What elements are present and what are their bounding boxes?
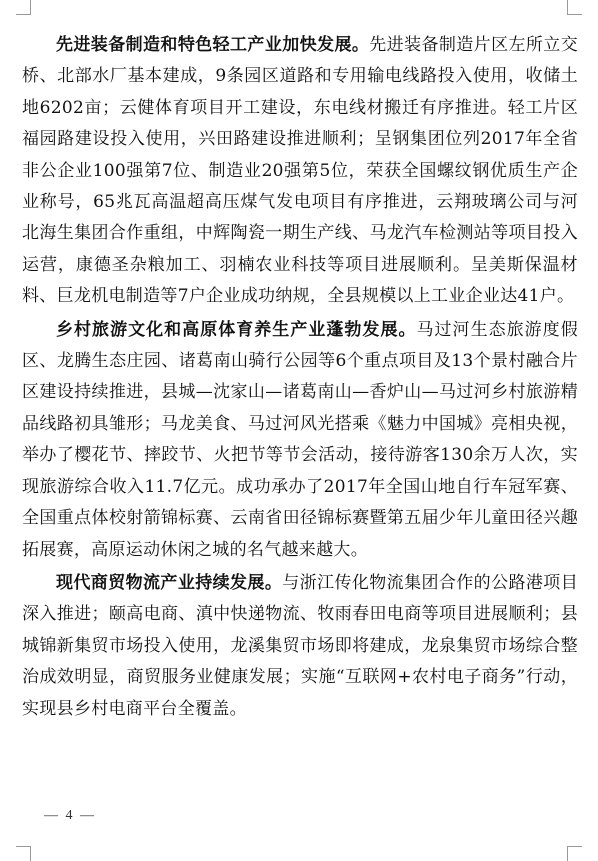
- paragraph-tourism: [22, 315, 578, 566]
- paragraph-logistics: [22, 568, 578, 725]
- paragraph-heading: 现代商贸物流产业持续发展。: [56, 572, 283, 593]
- paragraph-text: 马过河生态旅游度假区、龙腾生态庄园、诸葛南山骑行公园等6个重点项目及13个景村融合片区建设持续推进，县城—沈家山—诸葛南山—香炉山—马过河乡村旅游精品线路初具雏形；马龙美食、马过河风光搭乘《魅力中国城》亮相央视，举办了樱花节、摔跤节、火把节等节会活动，接待游客130余万人次，实现旅游综合收入11.7亿元。成功承办了2017年全国山地自行车冠军赛、全国重点体校射箭锦标赛、云南省田径锦标赛暨第五届少年儿童田径兴趣拓展赛，高原运动休闲之城的名气越来越大。: [22, 319, 578, 560]
- paragraph-text: 与浙江传化物流集团合作的公路港项目深入推进；颐高电商、滇中快递物流、牧雨春田电商等项目进展顺利；县城锦新集贸市场投入使用，龙溪集贸市场即将建成，龙泉集贸市场综合整治成效明显，商贸服务业健康发展；实施“互联网+农村电子商务”行动，实现县乡村电商平台全覆盖。: [22, 572, 578, 719]
- document-body: [22, 30, 578, 727]
- paragraph-industry: [22, 30, 578, 313]
- paragraph-text: 先进装备制造片区左所立交桥、北部水厂基本建成，9条园区道路和专用输电线路投入使用，收储土地6202亩；云健体育项目开工建设，东电线材搬迁有序推进。轻工片区福园路建设投入使用，兴田路建设推进顺利；呈钢集团位列2017年全省非公企业100强第7位、制造业20强第5位，荣获全国螺纹钢优质生产企业称号，65兆瓦高温超高压煤气发电项目有序推进，云翔玻璃公司与河北海生集团合作重组，中辉陶瓷一期生产线、马龙汽车检测站等项目投入运营，康德圣杂粮加工、羽楠农业科技等项目进展顺利。呈美斯保温材料、巨龙机电制造等7户企业成功纳规，全县规模以上工业企业达41户。: [22, 35, 578, 307]
- page-number: — 4 —: [44, 808, 96, 823]
- crop-mark-top-right: [567, 0, 582, 15]
- paragraph-heading: 乡村旅游文化和高原体育养生产业蓬勃发展。: [56, 319, 417, 340]
- paragraph-heading: 先进装备制造和特色轻工产业加快发展。: [56, 35, 370, 55]
- crop-mark-bottom-right: [567, 846, 582, 861]
- crop-mark-bottom-left: [16, 846, 31, 861]
- crop-mark-top-left: [16, 0, 31, 15]
